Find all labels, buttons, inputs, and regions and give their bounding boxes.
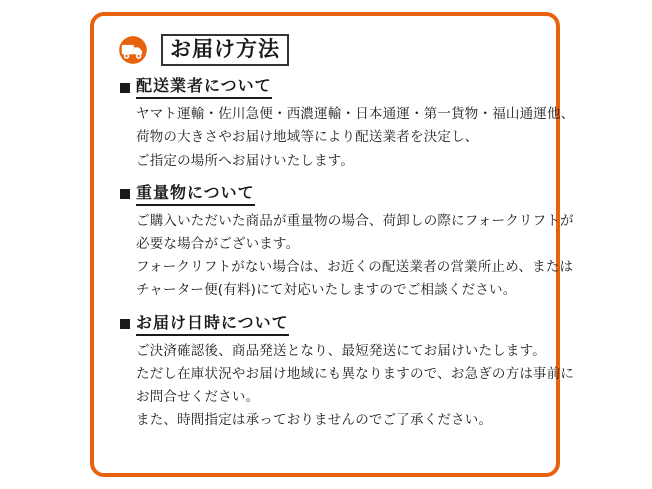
bullet-square-icon xyxy=(120,319,130,329)
body-line: お問合せください。 xyxy=(136,389,260,406)
section-heading-row xyxy=(120,76,538,99)
bullet-square-icon xyxy=(120,189,130,199)
section-shipping-carrier xyxy=(112,76,575,173)
body-line: ただし在庫状況やお届け地域にも異なりますので、お急ぎの方は事前に xyxy=(136,365,575,382)
bullet-square-icon xyxy=(120,83,130,93)
section-heavy-items xyxy=(112,182,574,303)
body-line: ご決済確認後、商品発送となり、最短発送にてお届けいたします。 xyxy=(136,342,546,359)
section-title: 配送業者について xyxy=(136,76,272,99)
delivery-info-card xyxy=(90,12,575,477)
section-heading-row xyxy=(120,313,538,336)
section-title: お届け日時について xyxy=(136,313,289,336)
section-delivery-datetime xyxy=(112,312,575,433)
body-line: また、時間指定は承っておりませんのでご了承ください。 xyxy=(136,412,493,429)
section-heading-row xyxy=(120,183,538,206)
section-title: 重量物について xyxy=(136,183,255,206)
body-line: ご指定の場所へお届けいたします。 xyxy=(136,152,355,169)
body-line: ご購入いただいた商品が重量物の場合、荷卸しの際にフォークリフトが xyxy=(136,212,574,229)
section-body xyxy=(136,103,575,173)
body-line: チャーター便(有料)にて対応いたしますのでご相談ください。 xyxy=(136,282,517,299)
card-title-box xyxy=(161,34,289,66)
body-line: 荷物の大きさやお届け地域等により配送業者を決定し、 xyxy=(136,129,479,146)
section-body xyxy=(136,210,574,303)
body-line: フォークリフトがない場合は、お近くの配送業者の営業所止め、または xyxy=(136,259,574,276)
card-title: お届け方法 xyxy=(170,37,280,61)
delivery-truck-icon xyxy=(114,35,152,65)
body-line: 必要な場合がございます。 xyxy=(136,235,300,252)
card-header xyxy=(114,34,538,66)
body-line: ヤマト運輸・佐川急便・西濃運輸・日本通運・第一貨物・福山通運他、 xyxy=(136,106,575,123)
section-body xyxy=(136,340,575,433)
